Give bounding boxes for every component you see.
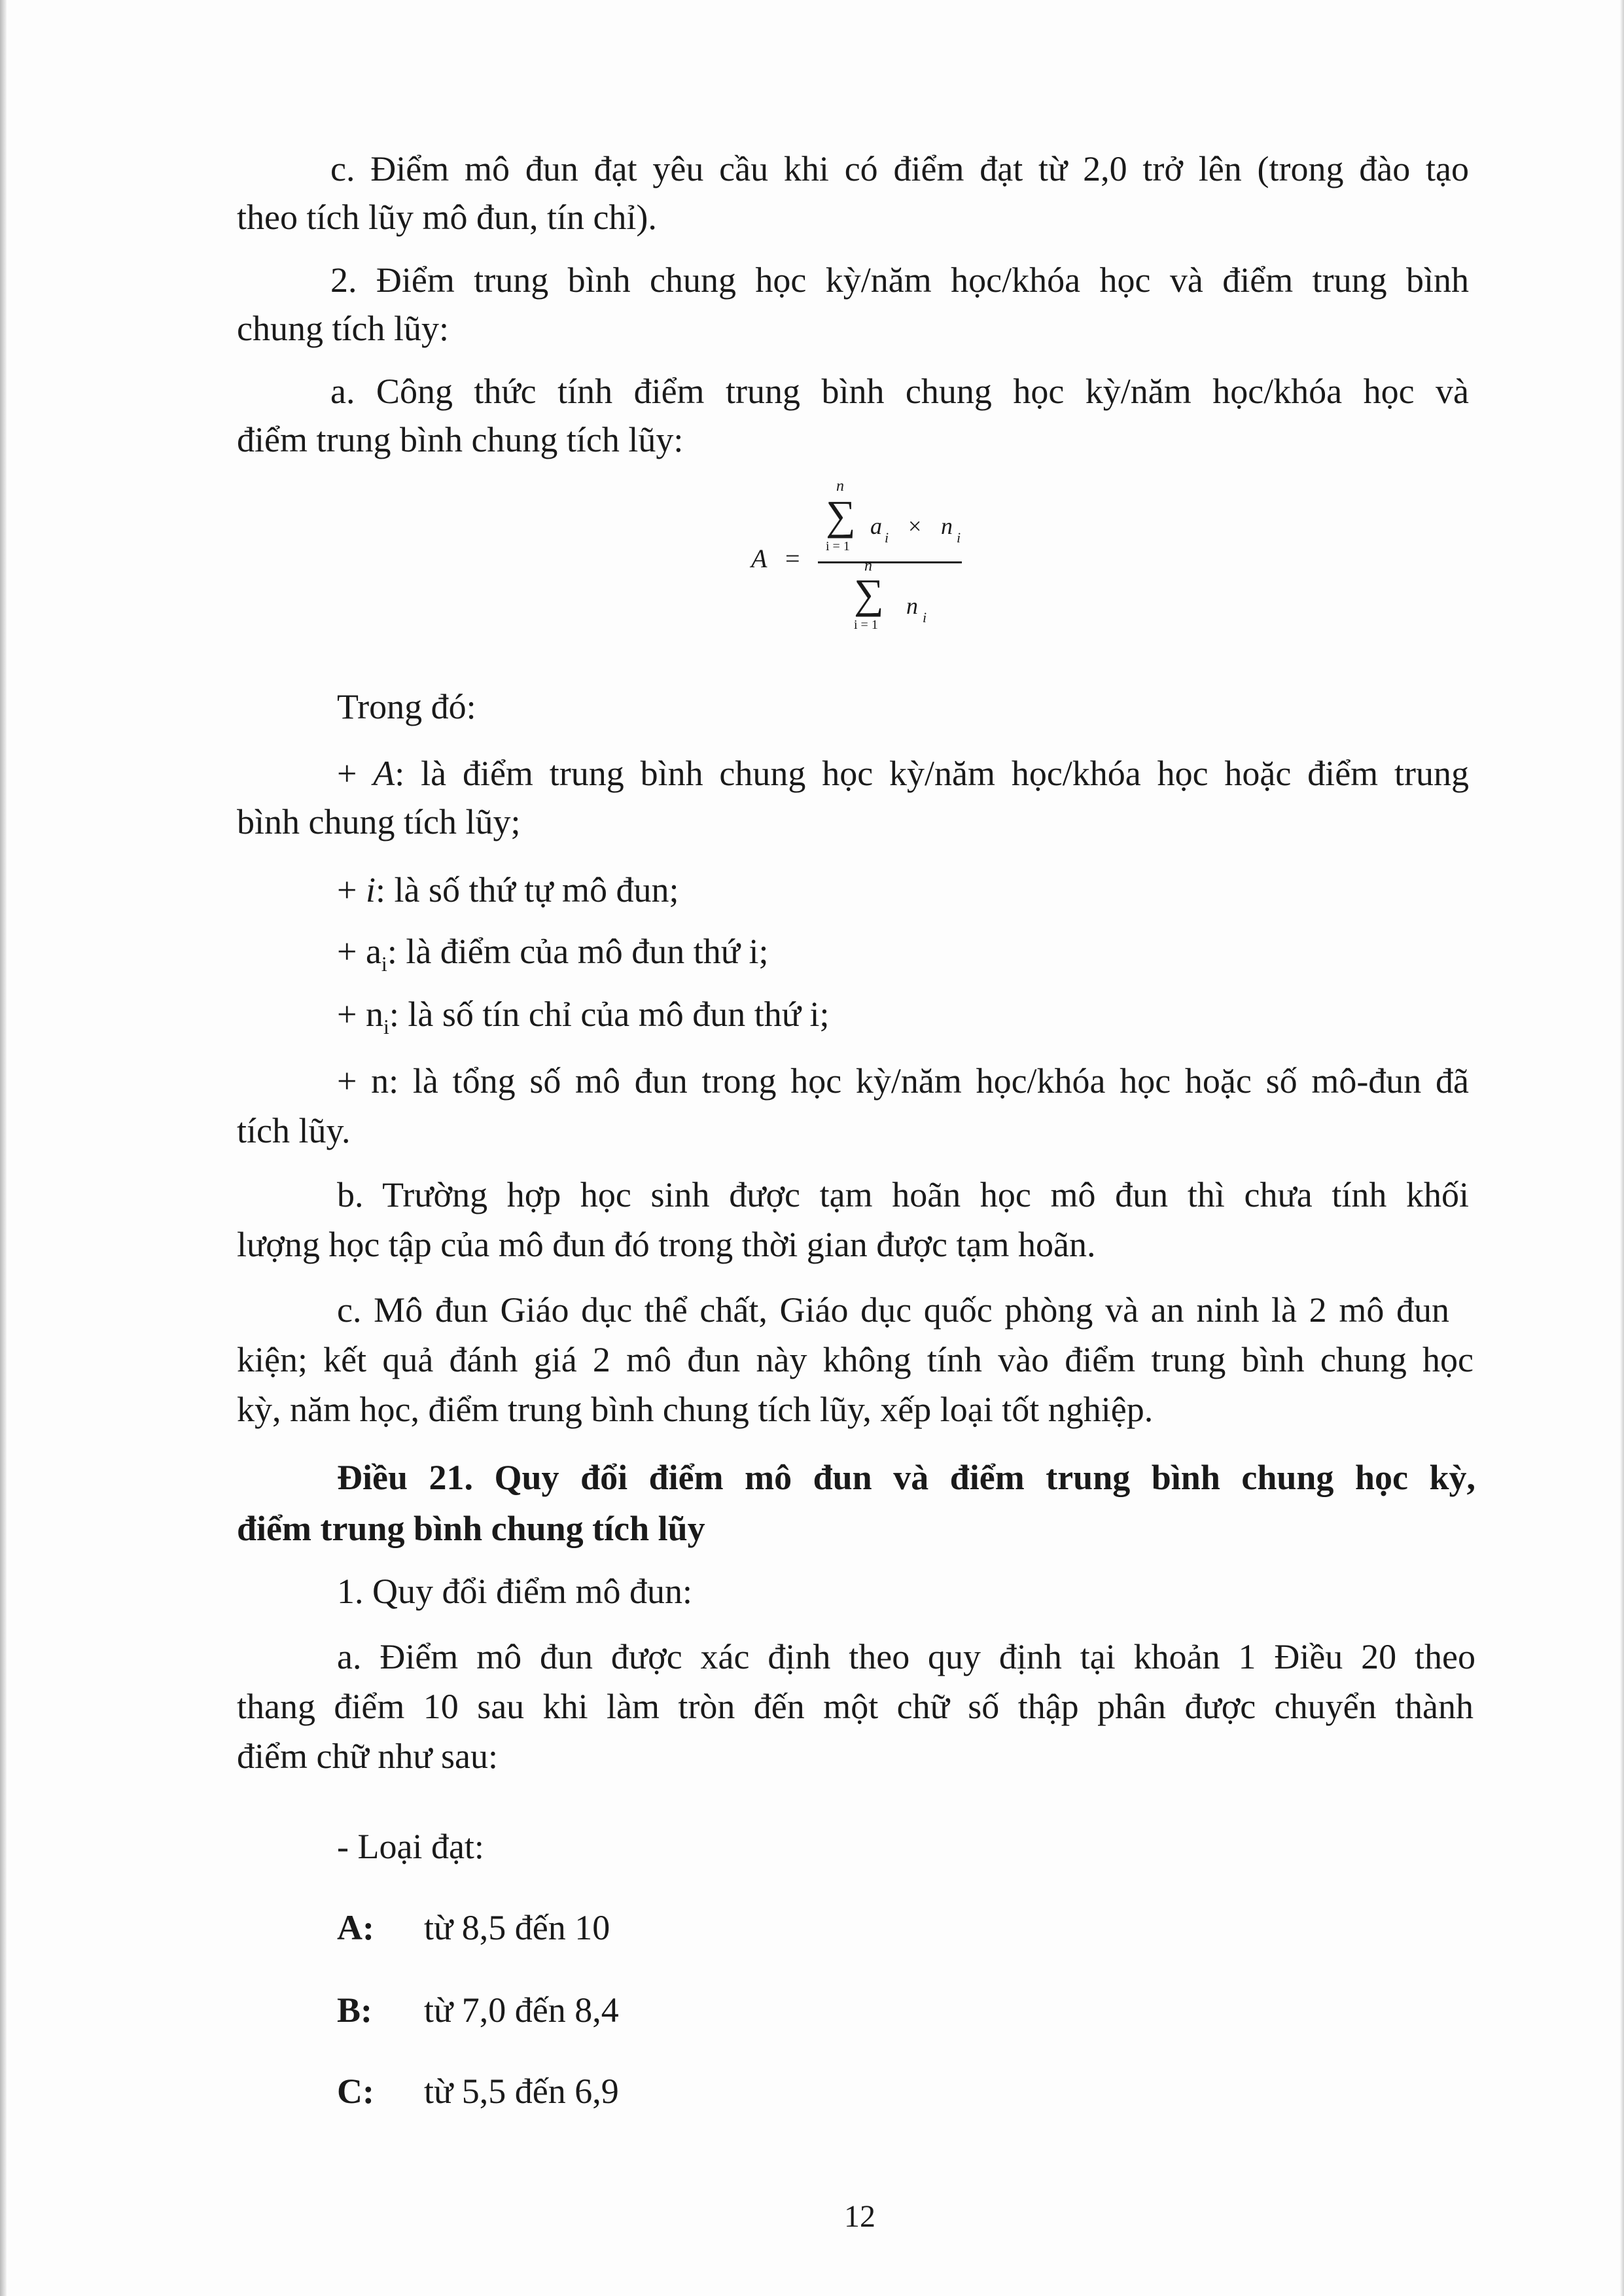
paragraph-line: + n: là tổng số mô đun trong học kỳ/năm học/khóa học hoặc số mô-đun đã (337, 1061, 1469, 1101)
numerator-a: a (870, 513, 882, 539)
paragraph-line: b. Trường hợp học sinh được tạm hoãn học mô đun thì chưa tính khối (337, 1175, 1469, 1214)
grade-range: từ 7,0 đến 8,4 (424, 1990, 619, 2030)
paragraph-line: 2. Điểm trung bình chung học kỳ/năm học/khóa học và điểm trung bình (330, 260, 1469, 300)
paragraph-line: 1. Quy đổi điểm mô đun: (337, 1572, 692, 1611)
numerator-lower-limit: i = 1 (826, 539, 850, 554)
definition-line: + A: là điểm trung bình chung học kỳ/năm học/khóa học hoặc điểm trung (337, 754, 1469, 793)
denominator-n-subscript: i (923, 609, 927, 626)
paragraph-line: c. Điểm mô đun đạt yêu cầu khi có điểm đạt từ 2,0 trở lên (trong đào tạo (330, 149, 1469, 188)
numerator-times: × (908, 513, 922, 539)
numerator-n: n (941, 513, 953, 539)
article-heading-continued: điểm trung bình chung tích lũy (237, 1509, 705, 1548)
definition-line: + $a_i$: là điểm của mô đun thứ i; (337, 932, 769, 976)
article-heading: Điều 21. Quy đổi điểm mô đun và điểm trung bình chung học kỳ, (337, 1458, 1475, 1497)
numerator-sigma: ∑ (826, 492, 856, 539)
scan-edge-left (0, 0, 7, 2296)
grade-letter: A: (337, 1908, 374, 1947)
paragraph-line: lượng học tập của mô đun đó trong thời gian được tạm hoãn. (237, 1225, 1096, 1264)
grade-section-label: - Loại đạt: (337, 1827, 484, 1866)
paragraph-line: c. Mô đun Giáo dục thể chất, Giáo dục quốc phòng và an ninh là 2 mô đun (337, 1290, 1449, 1330)
numerator-upper-limit: n (836, 478, 844, 495)
paragraph-line: Trong đó: (337, 687, 476, 726)
paragraph-line: chung tích lũy: (237, 309, 449, 348)
formula-lhs: A (751, 544, 768, 573)
formula-equals: = (785, 544, 800, 573)
definition-line: + i: là số thứ tự mô đun; (337, 870, 679, 910)
denominator-n: n (906, 593, 918, 619)
paragraph-line: bình chung tích lũy; (237, 802, 521, 841)
denominator-sigma: ∑ (854, 571, 884, 617)
grade-letter: C: (337, 2072, 374, 2111)
fraction-bar (818, 561, 962, 563)
grade-letter: B: (337, 1990, 372, 2030)
page-number: 12 (844, 2199, 875, 2234)
numerator-n-subscript: i (957, 529, 961, 546)
paragraph-line: điểm chữ như sau: (237, 1737, 498, 1776)
scan-edge-right (1620, 0, 1624, 2296)
paragraph-line: thang điểm 10 sau khi làm tròn đến một chữ số thập phân được chuyển thành (237, 1687, 1474, 1726)
numerator-a-subscript: i (885, 529, 889, 546)
grade-range: từ 5,5 đến 6,9 (424, 2072, 619, 2111)
denominator-upper-limit: n (864, 557, 872, 574)
paragraph-line: tích lũy. (237, 1111, 351, 1150)
paragraph-line: a. Công thức tính điểm trung bình chung học kỳ/năm học/khóa học và (330, 372, 1469, 411)
paragraph-line: a. Điểm mô đun được xác định theo quy định tại khoản 1 Điều 20 theo (337, 1637, 1475, 1676)
denominator-lower-limit: i = 1 (854, 618, 878, 632)
paragraph-line: điểm trung bình chung tích lũy: (237, 420, 684, 459)
grade-range: từ 8,5 đến 10 (424, 1908, 610, 1947)
paragraph-line: kiện; kết quả đánh giá 2 mô đun này không tính vào điểm trung bình chung học (237, 1340, 1474, 1379)
paragraph-line: kỳ, năm học, điểm trung bình chung tích lũy, xếp loại tốt nghiệp. (237, 1390, 1154, 1429)
definition-line: + $n_i$: là số tín chỉ của mô đun thứ i; (337, 995, 830, 1038)
paragraph-line: theo tích lũy mô đun, tín chỉ). (237, 198, 657, 237)
